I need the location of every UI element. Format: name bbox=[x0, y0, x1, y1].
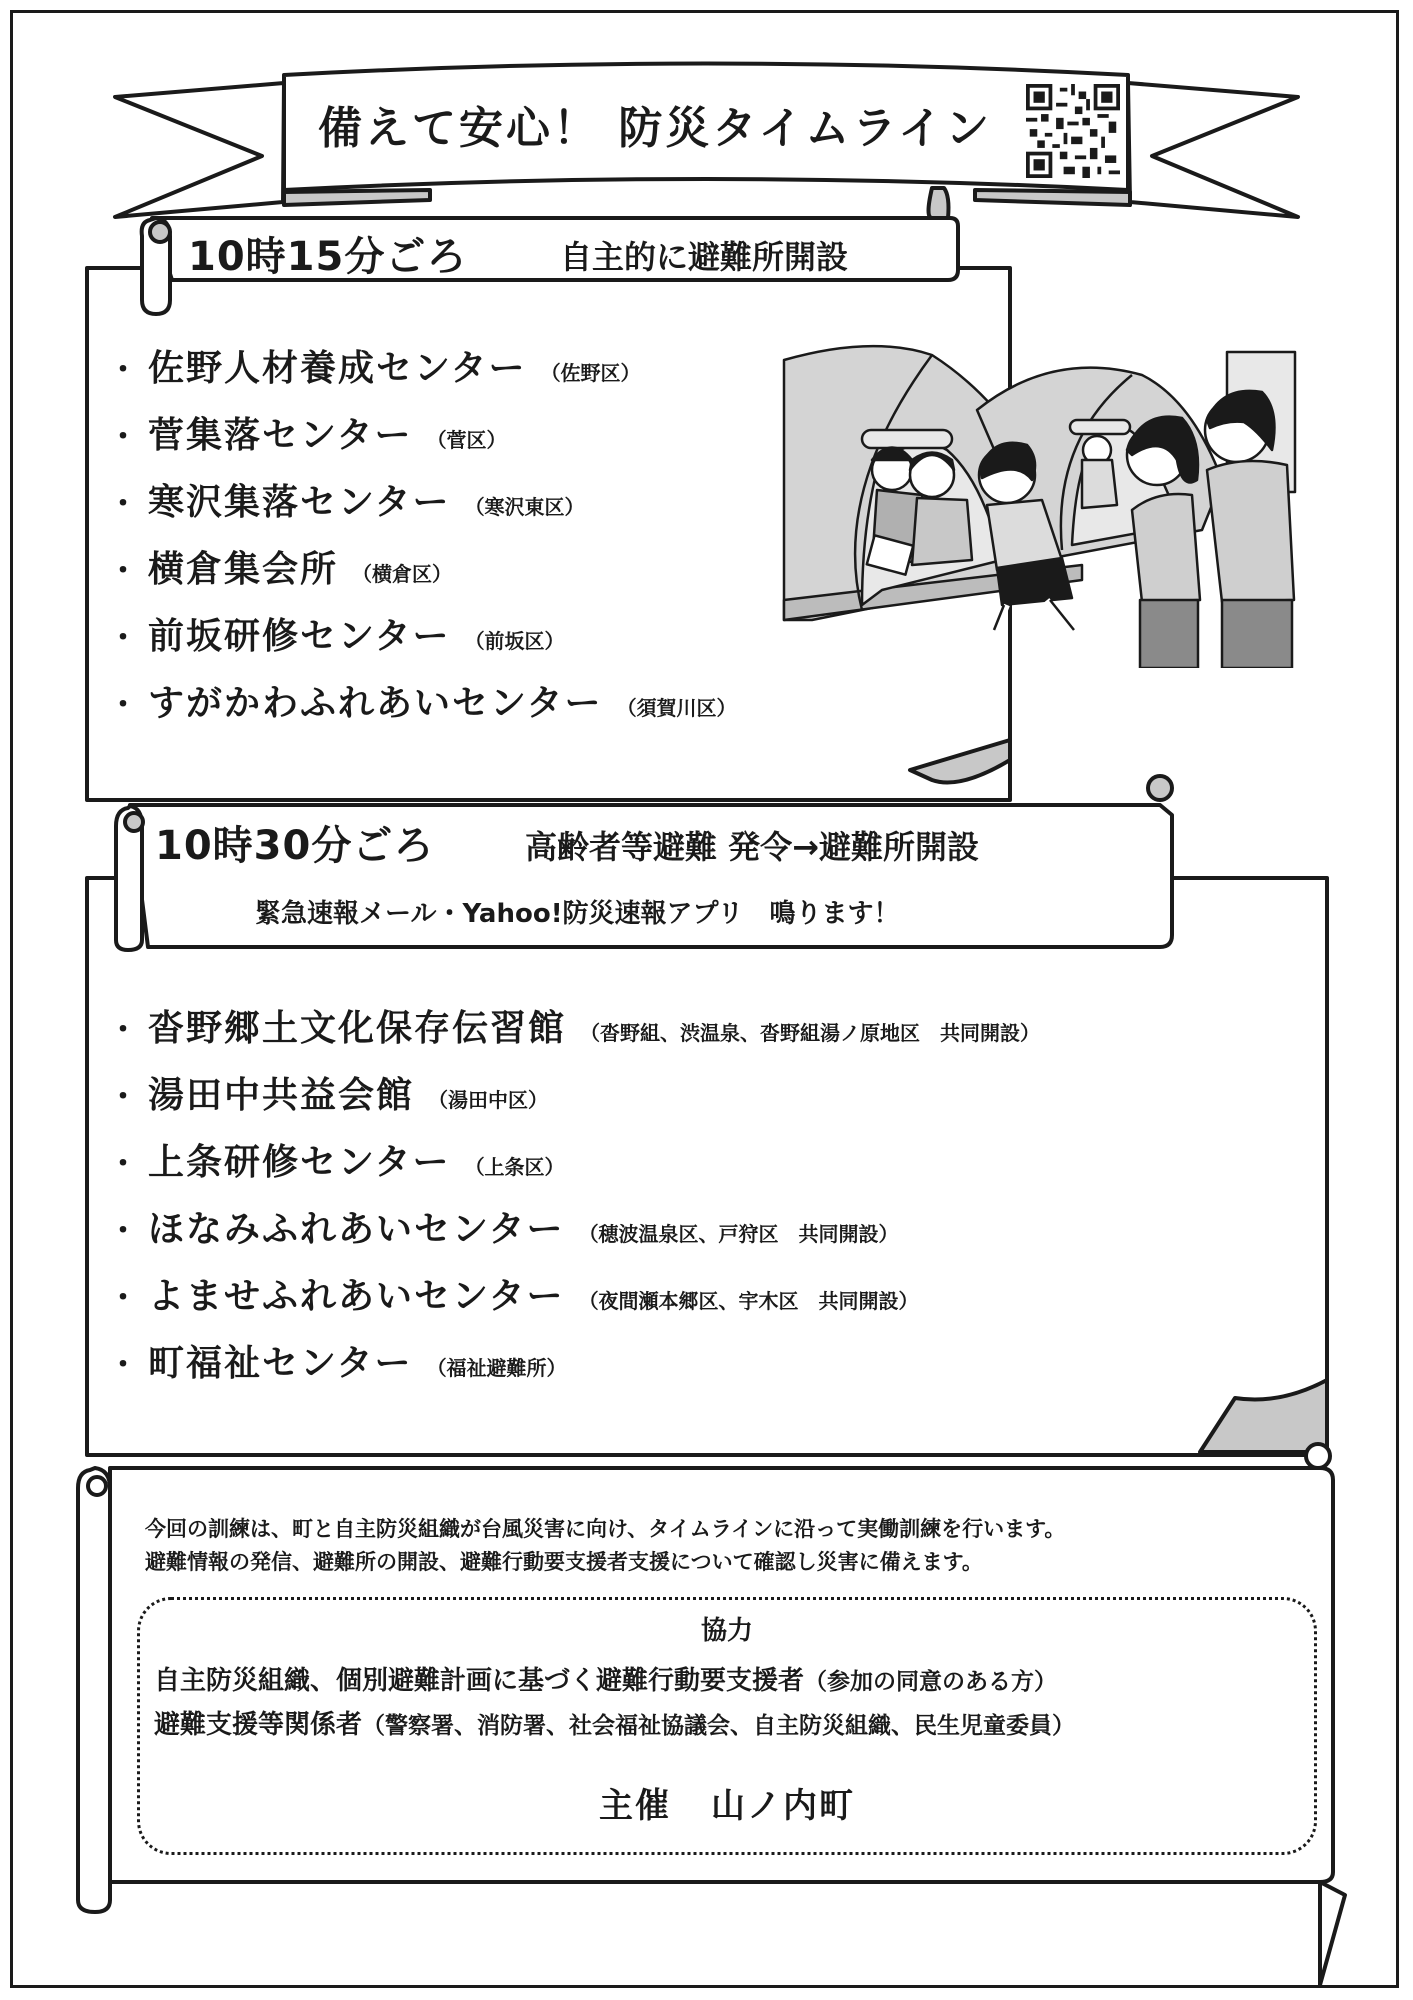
facility-name: 沓野郷土文化保存伝習館 bbox=[148, 1008, 567, 1049]
facility-district: （菅区） bbox=[426, 428, 507, 452]
list-item bbox=[108, 541, 737, 608]
bullet: ・ bbox=[108, 688, 138, 723]
page-title: 備えて安心！ 防災タイムライン bbox=[318, 103, 993, 154]
facility-district: （福祉避難所） bbox=[426, 1356, 567, 1380]
bullet: ・ bbox=[108, 1281, 138, 1316]
bullet: ・ bbox=[108, 487, 138, 522]
host-name: 山ノ内町 bbox=[711, 1786, 855, 1826]
facility-name: 町福祉センター bbox=[148, 1343, 413, 1384]
section2-facility-list bbox=[108, 1000, 1040, 1402]
section2-alert: 緊急速報メール・Yahoo!防災速報アプリ 鳴ります！ bbox=[255, 899, 900, 929]
section2-action: 高齢者等避難 発令→避難所開設 bbox=[525, 828, 979, 866]
list-item bbox=[108, 340, 737, 407]
list-item bbox=[108, 1067, 1040, 1134]
facility-name: 佐野人材養成センター bbox=[148, 348, 527, 389]
cooperation-line-2-paren: （警察署、消防署、社会福祉協議会、自主防災組織、民生児童委員） bbox=[362, 1713, 1076, 1739]
facility-name: 菅集落センター bbox=[148, 415, 413, 456]
cooperation-line-2-main: 避難支援等関係者 bbox=[154, 1710, 363, 1740]
bullet: ・ bbox=[108, 1080, 138, 1115]
cooperation-line-1-main: 自主防災組織、個別避難計画に基づく避難行動要支援者 bbox=[154, 1666, 805, 1696]
list-item bbox=[108, 1134, 1040, 1201]
cooperation-line-2 bbox=[154, 1704, 1075, 1741]
section1-facility-list bbox=[108, 340, 737, 742]
bullet: ・ bbox=[108, 1147, 138, 1182]
list-item bbox=[108, 407, 737, 474]
intro-line: 避難情報の発信、避難所の開設、避難行動要支援者支援について確認し災害に備えます。 bbox=[145, 1550, 983, 1574]
cooperation-line-1 bbox=[154, 1660, 1057, 1697]
cooperation-line-1-paren: （参加の同意のある方） bbox=[804, 1669, 1058, 1695]
list-item bbox=[108, 1000, 1040, 1067]
list-item bbox=[108, 608, 737, 675]
ribbon-tail-left bbox=[115, 83, 284, 217]
facility-name: 寒沢集落センター bbox=[148, 482, 451, 523]
bullet: ・ bbox=[108, 554, 138, 589]
facility-name: 前坂研修センター bbox=[148, 616, 451, 657]
facility-district: （上条区） bbox=[464, 1155, 565, 1179]
bullet: ・ bbox=[108, 1013, 138, 1048]
host-label: 主催 bbox=[599, 1786, 671, 1826]
facility-district: （沓野組、渋温泉、沓野組湯ノ原地区 共同開設） bbox=[580, 1021, 1041, 1045]
facility-district: （横倉区） bbox=[352, 562, 453, 586]
list-item bbox=[108, 1335, 1040, 1402]
facility-name: すがかわふれあいセンター bbox=[148, 683, 603, 724]
section1-action: 自主的に避難所開設 bbox=[560, 238, 849, 276]
evacuation-shelter-illustration bbox=[782, 330, 1306, 668]
bullet: ・ bbox=[108, 420, 138, 455]
facility-district: （前坂区） bbox=[464, 629, 565, 653]
bullet: ・ bbox=[108, 353, 138, 388]
ribbon-tail-right bbox=[1128, 83, 1298, 217]
qr-code-icon[interactable] bbox=[1026, 84, 1120, 178]
bullet: ・ bbox=[108, 621, 138, 656]
intro-line: 今回の訓練は、町と自主防災組織が台風災害に向け、タイムラインに沿って実働訓練を行います。 bbox=[145, 1517, 1066, 1541]
facility-name: 上条研修センター bbox=[148, 1142, 451, 1183]
cooperation-title: 協力 bbox=[700, 1616, 753, 1646]
facility-name: よませふれあいセンター bbox=[148, 1276, 565, 1317]
facility-name: 湯田中共益会館 bbox=[148, 1075, 415, 1116]
list-item bbox=[108, 1268, 1040, 1335]
facility-district: （寒沢東区） bbox=[464, 495, 585, 519]
facility-district: （夜間瀬本郷区、宇木区 共同開設） bbox=[578, 1289, 919, 1313]
list-item bbox=[108, 474, 737, 541]
facility-district: （佐野区） bbox=[540, 361, 641, 385]
facility-district: （湯田中区） bbox=[428, 1088, 549, 1112]
section2-time: 10時30分ごろ bbox=[155, 823, 435, 869]
host-line bbox=[140, 1778, 1314, 1827]
list-item bbox=[108, 675, 737, 742]
bullet: ・ bbox=[108, 1348, 138, 1383]
training-description bbox=[145, 1513, 1065, 1579]
list-item bbox=[108, 1201, 1040, 1268]
facility-name: ほなみふれあいセンター bbox=[148, 1209, 565, 1250]
facility-name: 横倉集会所 bbox=[148, 549, 339, 590]
section1-time: 10時15分ごろ bbox=[188, 234, 468, 280]
facility-district: （須賀川区） bbox=[616, 696, 737, 720]
cooperation-box bbox=[137, 1597, 1317, 1855]
bullet: ・ bbox=[108, 1214, 138, 1249]
facility-district: （穂波温泉区、戸狩区 共同開設） bbox=[578, 1222, 899, 1246]
